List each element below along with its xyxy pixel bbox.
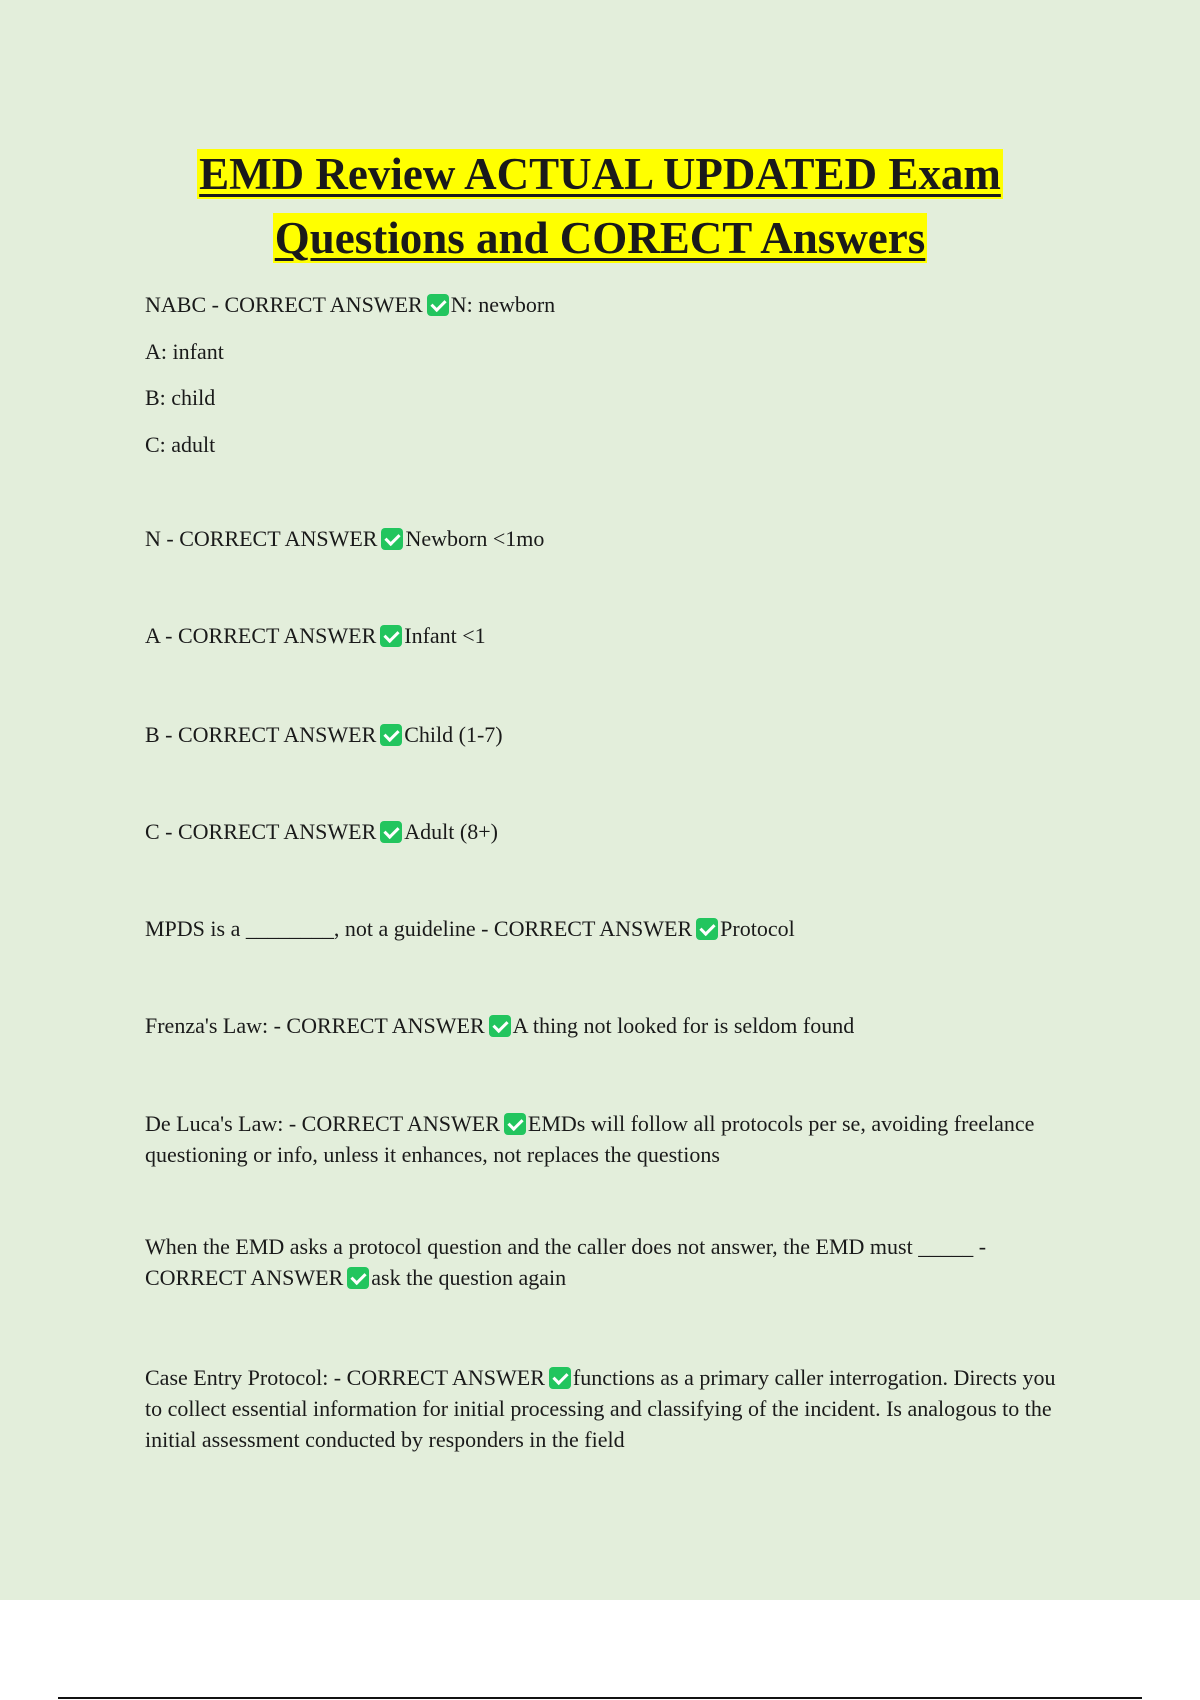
question-text: Frenza's Law: - CORRECT ANSWER [145,1013,485,1038]
answer-text: Adult (8+) [404,819,498,844]
answer-text: N: newborn [450,292,556,317]
qa-item [145,1108,1075,1170]
qa-item [145,1362,1075,1455]
check-box-icon [380,821,402,843]
question-text: C - CORRECT ANSWER [145,819,377,844]
qa-item [145,1231,1075,1293]
question-text: De Luca's Law: - CORRECT ANSWER [145,1111,500,1136]
answer-text: Child (1-7) [404,722,503,747]
question-text: When the EMD asks a protocol question and the caller does not answer, the EMD must _____ - CORRECT ANSWER [145,1234,987,1290]
answer-text: ask the question again [371,1265,567,1290]
answer-text: EMDs will follow all protocols per se, avoiding freelance questioning or info, unless it enhances, not replaces the questions [145,1111,1035,1167]
qa-item [145,523,1075,554]
qa-item [145,289,1075,320]
title-line-1: EMD Review ACTUAL UPDATED Exam [199,149,1001,199]
answer-text: Newborn <1mo [405,526,545,551]
question-text: B - CORRECT ANSWER [145,722,377,747]
title-line-2: Questions and CORECT Answers [274,213,926,263]
qa-item [145,382,1075,413]
document-title [0,142,1200,270]
question-text: NABC - CORRECT ANSWER [145,292,423,317]
check-box-icon [489,1015,511,1037]
question-text: A - CORRECT ANSWER [145,623,377,648]
answer-text: Protocol [720,916,795,941]
qa-item [145,719,1075,750]
answer-line: A: infant [145,339,224,364]
question-text: Case Entry Protocol: - CORRECT ANSWER [145,1365,545,1390]
check-box-icon [380,625,402,647]
page-divider [58,1697,1142,1699]
check-box-icon [427,294,449,316]
answer-text: Infant <1 [404,623,486,648]
answer-text: A thing not looked for is seldom found [512,1013,855,1038]
qa-item [145,336,1075,367]
check-box-icon [380,724,402,746]
check-box-icon [381,528,403,550]
answer-line: B: child [145,385,216,410]
check-box-icon [347,1267,369,1289]
check-box-icon [696,918,718,940]
answer-text: functions as a primary caller interrogation. Directs you to collect essential information for initial processing and classifying of the incident. Is analogous to the initial assessment conducted by responders in the field [145,1365,1056,1452]
qa-item [145,1010,1075,1041]
qa-item [145,816,1075,847]
check-box-icon [549,1367,571,1389]
check-box-icon [504,1113,526,1135]
question-text: N - CORRECT ANSWER [145,526,378,551]
qa-item [145,620,1075,651]
question-text: MPDS is a ________, not a guideline - CORRECT ANSWER [145,916,693,941]
answer-line: C: adult [145,432,216,457]
qa-item [145,913,1075,944]
qa-item [145,429,1075,460]
